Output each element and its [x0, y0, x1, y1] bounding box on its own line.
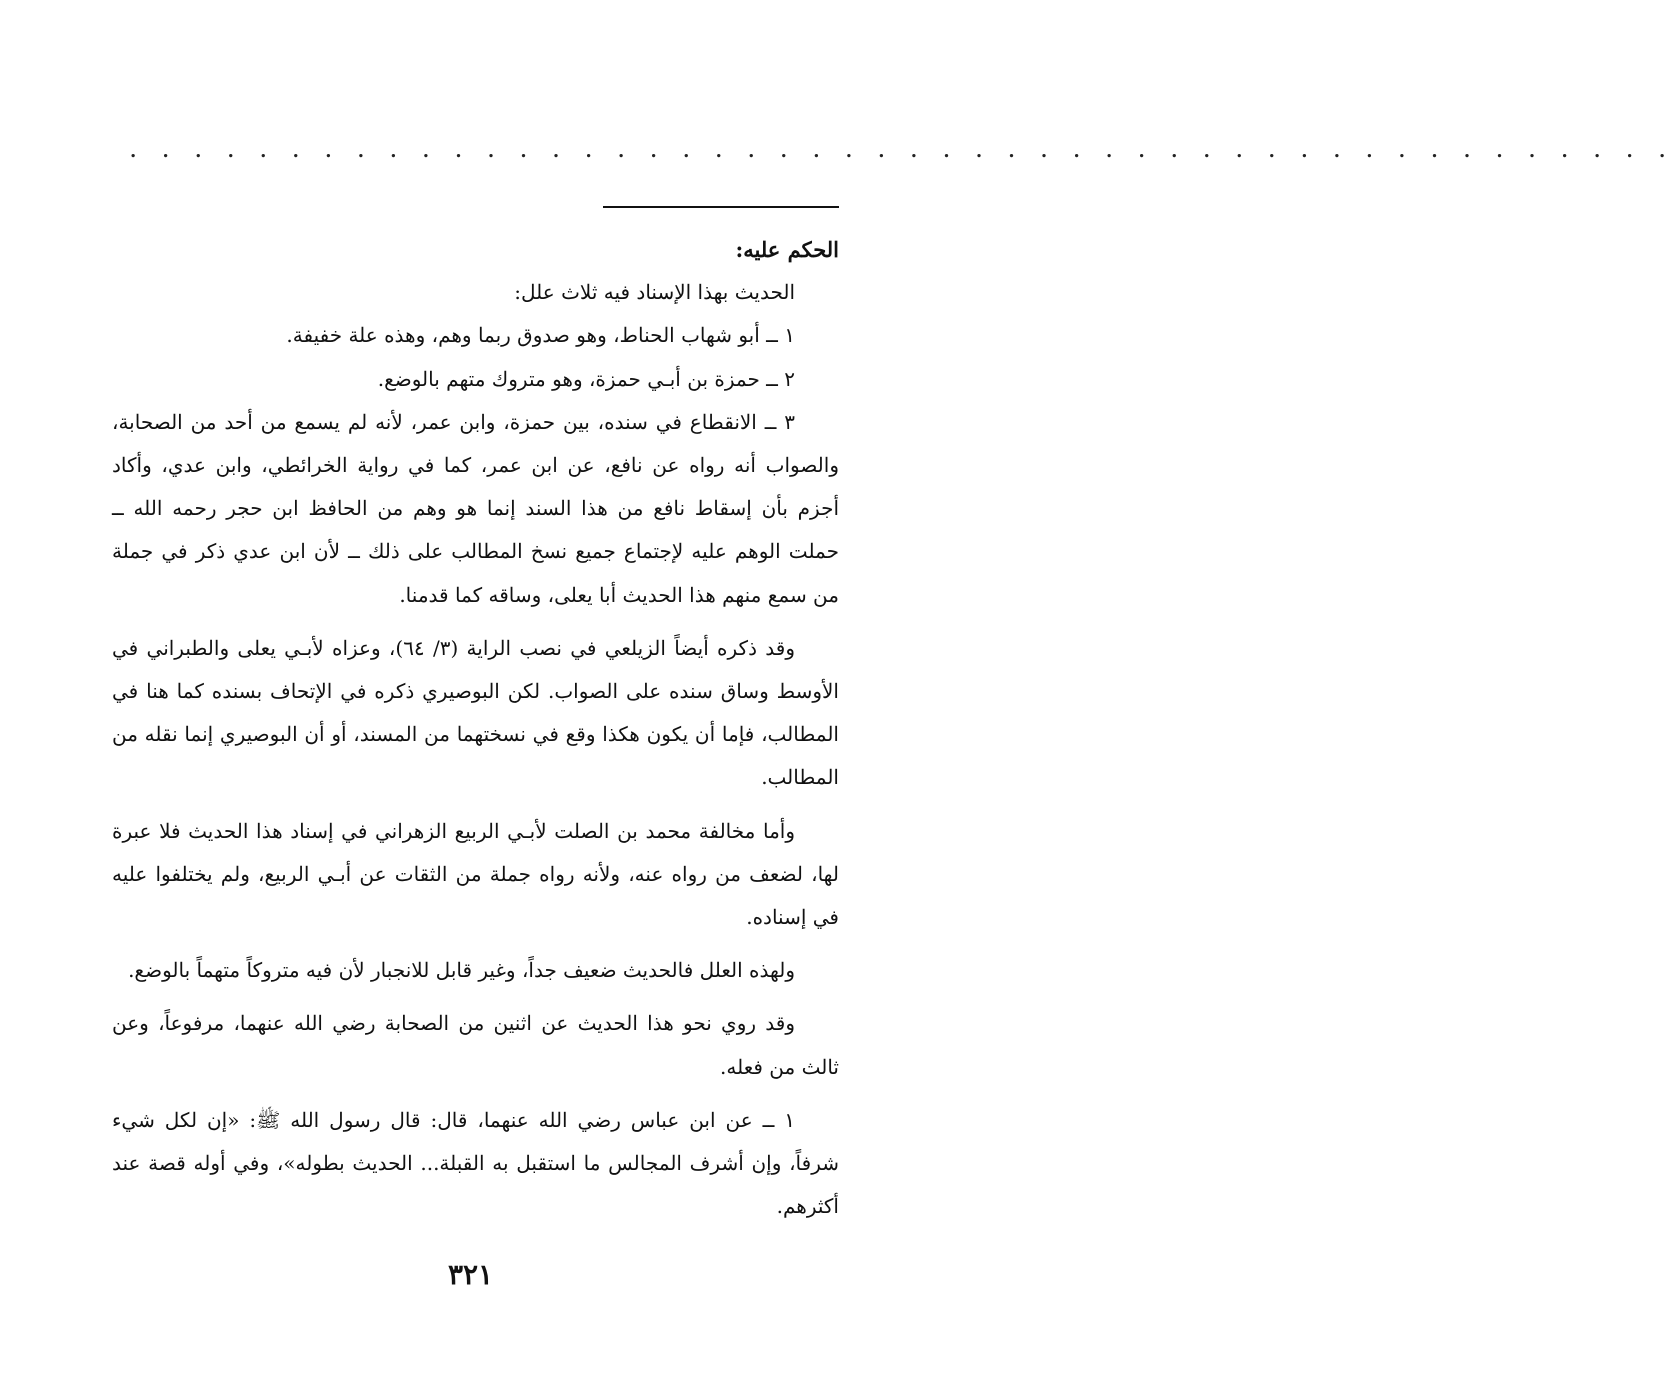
dotted-separator: . . . . . . . . . . . . . . . . . . . . . . . . . . . . . . . . . . . . . . . . . . . . . . . .: [130, 141, 1675, 162]
page-body: [112, 228, 839, 1228]
illness-item-3: ٣ ــ الانقطاع في سنده، بين حمزة، وابن عمر، لأنه لم يسمع من أحد من الصحابة، والصواب أنه رواه عن نافع، عن ابن عمر، كما في رواية الخرائطي، وابن عدي، وأكاد أجزم بأن إسقاط نافع من هذا السند إنما هو وهم من الحافظ ابن حجر رحمه الله ــ حملت الوهم عليه لإجتماع جميع نسخ المطالب على ذلك ــ لأن ابن عدي ذكر في جملة من سمع منهم هذا الحديث أبا يعلى، وساقه كما قدمنا.: [112, 409, 839, 607]
paragraph-ruling: ولهذه العلل فالحديث ضعيف جداً، وغير قابل للانجبار لأن فيه متروكاً متهماً بالوضع.: [128, 958, 795, 983]
section-heading: الحكم عليه:: [735, 237, 839, 262]
paragraph-muhammad-salt: وأما مخالفة محمد بن الصلت لأبـي الربيع الزهراني في إسناد هذا الحديث فلا عبرة لها، لضعف من رواه عنه، ولأنه رواه جملة من الثقات عن أبـي الربيع، ولم يختلفوا عليه في إسناده.: [112, 818, 839, 930]
page-number: ٣٢١: [447, 1258, 494, 1291]
illness-item-1: ١ ــ أبو شهاب الحناط، وهو صدوق ربما وهم، وهذه علة خفيفة.: [286, 323, 795, 348]
intro-paragraph: الحديث بهذا الإسناد فيه ثلاث علل:: [514, 280, 795, 305]
paragraph-ibn-abbas: ١ ــ عن ابن عباس رضي الله عنهما، قال: قال رسول الله ﷺ: «إن لكل شيء شرفاً، وإن أشرف المجالس ما استقبل به القبلة... الحديث بطوله»، وفي أوله قصة عند أكثرهم.: [112, 1107, 839, 1219]
illness-item-2: ٢ ــ حمزة بن أبـي حمزة، وهو متروك متهم بالوضع.: [377, 366, 795, 391]
footnote-rule: [603, 206, 839, 208]
paragraph-zaylai: وقد ذكره أيضاً الزيلعي في نصب الراية (٣/ ٦٤)، وعزاه لأبـي يعلى والطبراني في الأوسط وساق سنده على الصواب. لكن البوصيري ذكره في الإتحاف بسنده كما هنا في المطالب، فإما أن يكون هكذا وقع في نسختهما من المسند، أو أن البوصيري إنما نقله من المطالب.: [112, 635, 839, 790]
paragraph-other-narrations: وقد روي نحو هذا الحديث عن اثنين من الصحابة رضي الله عنهما، مرفوعاً، وعن ثالث من فعله.: [112, 1011, 839, 1079]
